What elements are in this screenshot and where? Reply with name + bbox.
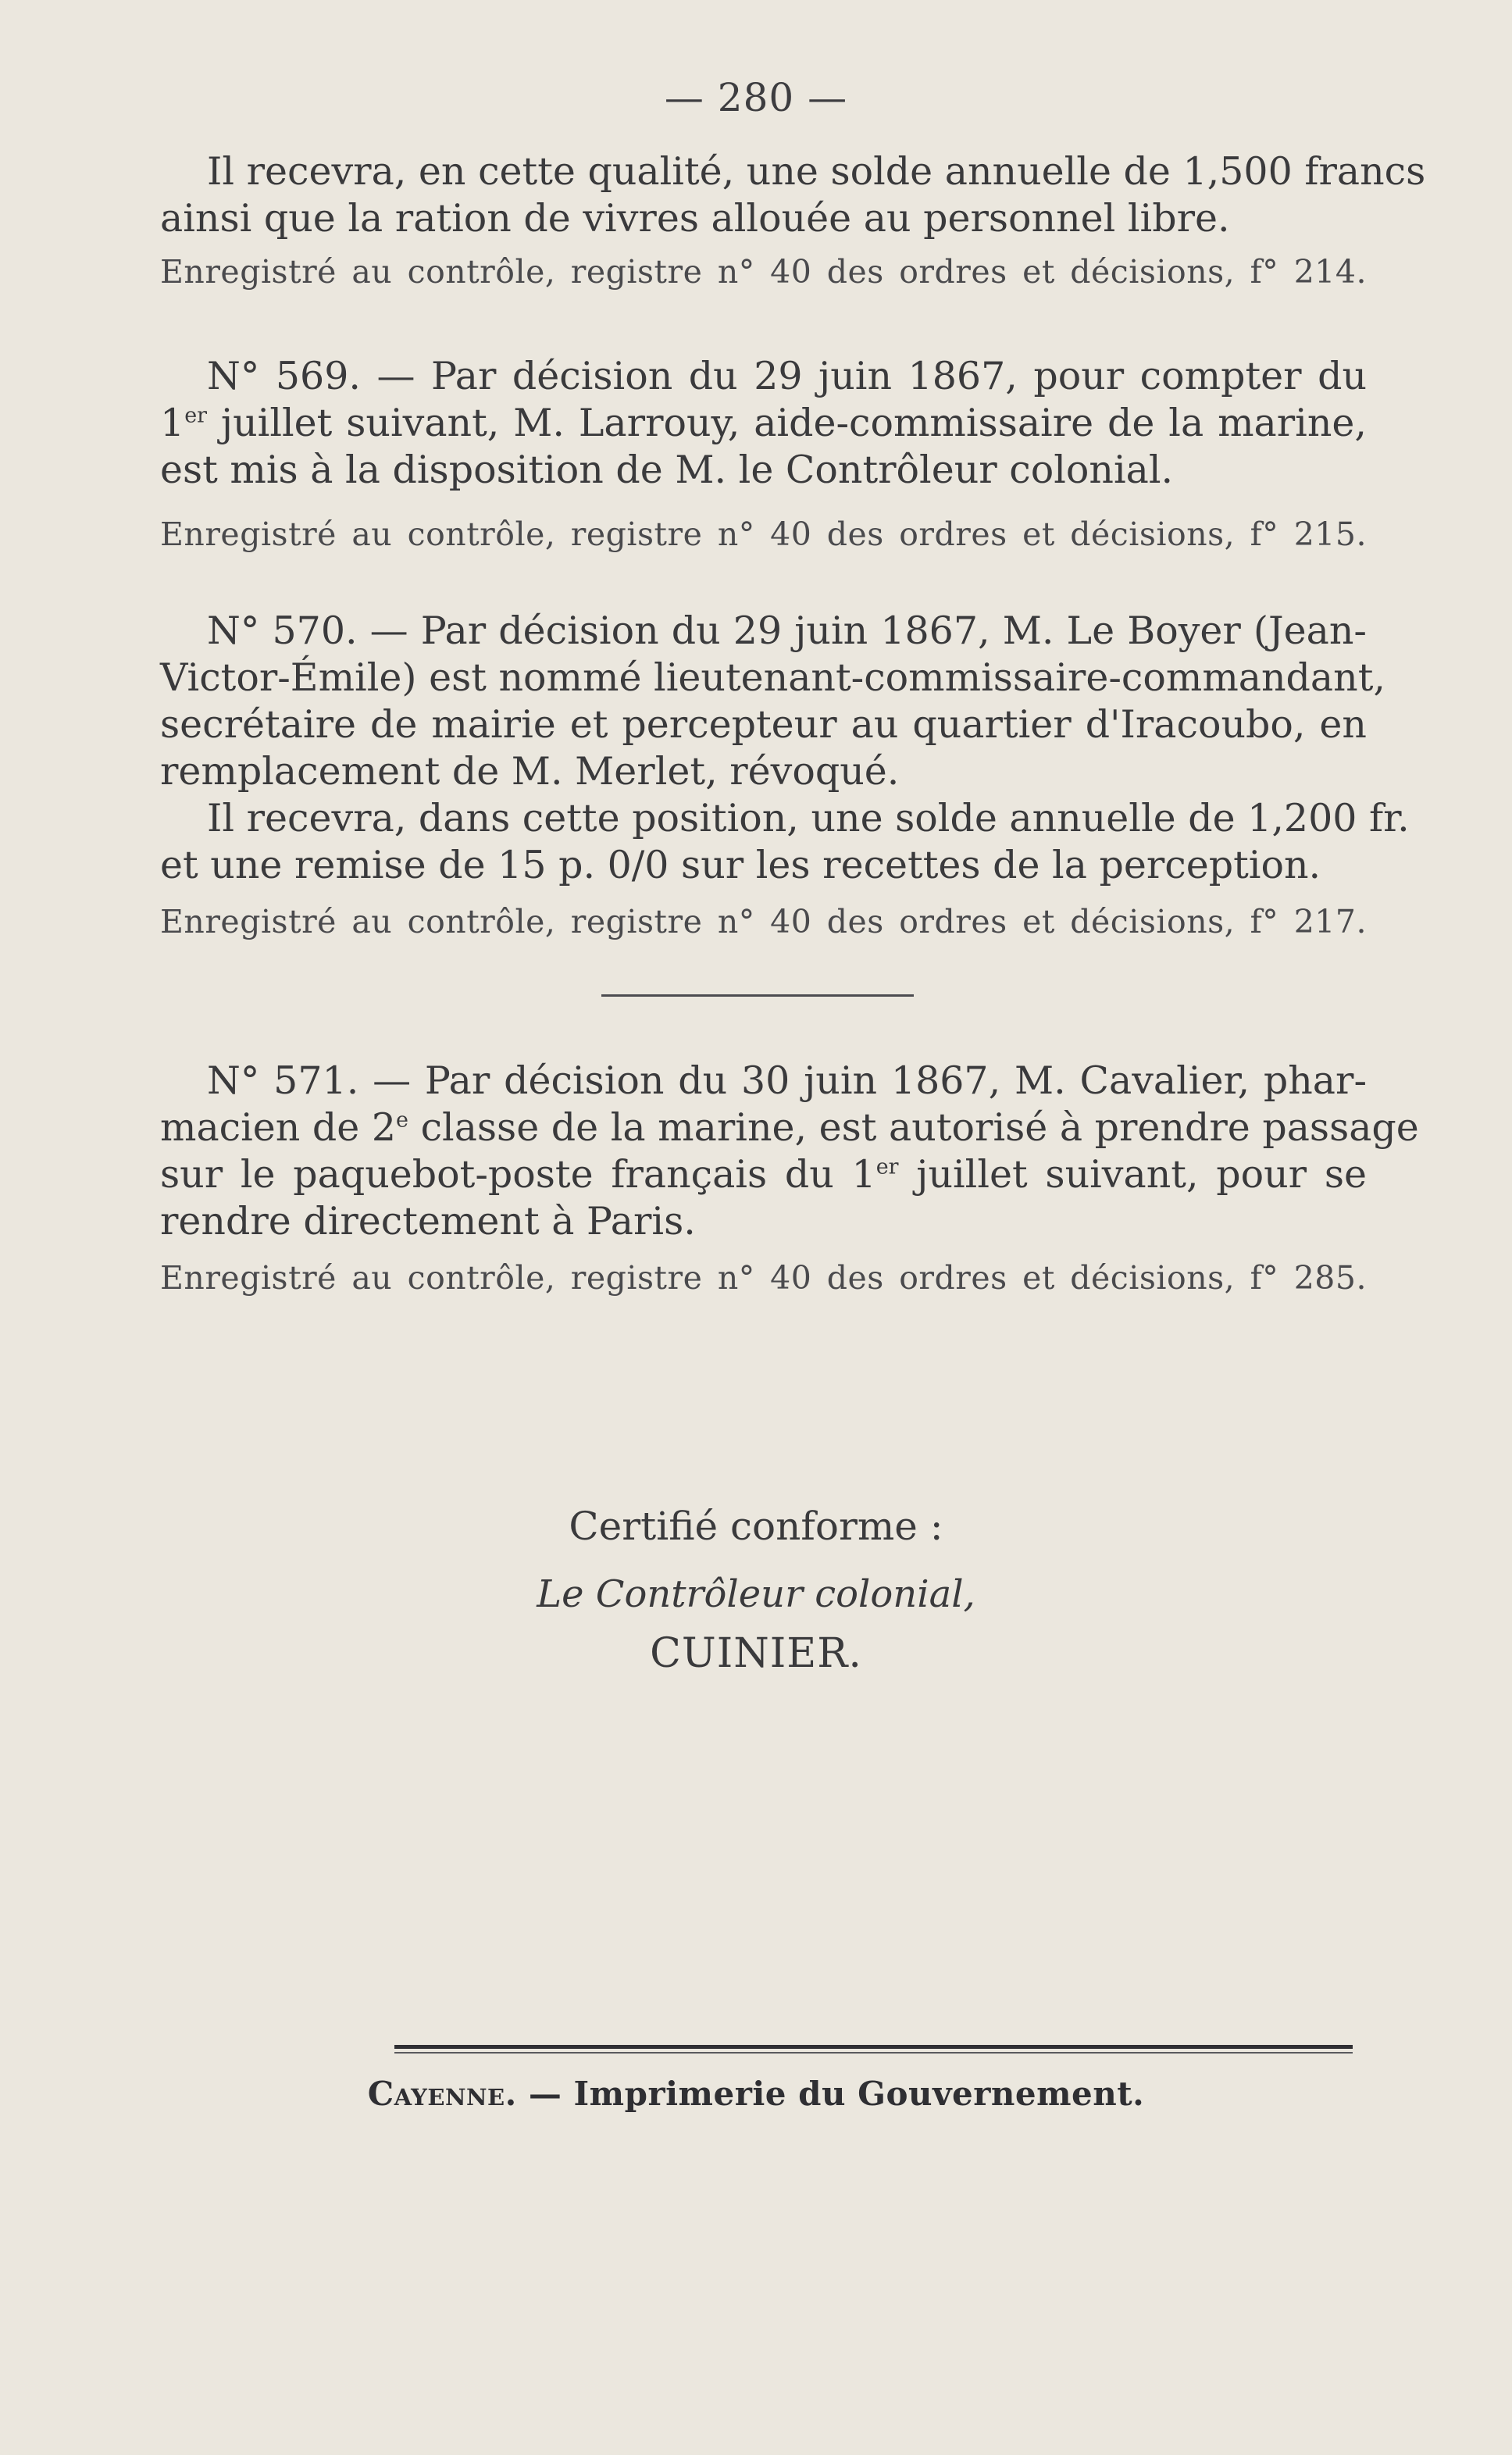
text-fragment: macien de 2	[160, 1105, 397, 1150]
text-line	[160, 1104, 1419, 1151]
text-line: Il recevra, en cette qualité, une solde annuelle de 1,500 francs	[207, 149, 1426, 194]
text-line: secrétaire de mairie et percepteur au quartier d'Iracoubo, en	[160, 702, 1367, 747]
text-fragment: juillet suivant, M. Larrouy, aide-commissaire de la marine,	[207, 401, 1367, 445]
text-fragment: juillet suivant, pour se	[898, 1152, 1367, 1197]
footer-rule	[394, 2045, 1353, 2049]
text-line: ainsi que la ration de vivres allouée au personnel libre.	[160, 196, 1230, 241]
imprint-printer: — Imprimerie du Gouvernement.	[516, 2075, 1145, 2113]
text-line: Il recevra, dans cette position, une solde annuelle de 1,200 fr.	[207, 796, 1410, 840]
footer-rule-thin	[394, 2052, 1353, 2054]
text-line: rendre directement à Paris.	[160, 1199, 696, 1244]
text-line	[160, 400, 1367, 447]
registration-note: Enregistré au contrôle, registre n° 40 des ordres et décisions, f° 285.	[160, 1259, 1367, 1297]
decision-571	[160, 1058, 1419, 1301]
registration-note: Enregistré au contrôle, registre n° 40 des ordres et décisions, f° 217.	[160, 903, 1367, 940]
superscript: er	[184, 403, 208, 428]
text-fragment: classe de la marine, est autorisé à prendre passage	[408, 1105, 1419, 1150]
registration-note: Enregistré au contrôle, registre n° 40 des ordres et décisions, f° 215.	[160, 516, 1367, 553]
text-line: N° 571. — Par décision du 30 juin 1867, M. Cavalier, phar-	[207, 1058, 1367, 1103]
text-line: N° 569. — Par décision du 29 juin 1867, pour compter du	[207, 354, 1367, 398]
superscript: er	[875, 1154, 899, 1179]
decision-570	[160, 608, 1410, 945]
signatory-name: CUINIER.	[650, 1630, 862, 1677]
text-line: N° 570. — Par décision du 29 juin 1867, M. Le Boyer (Jean-	[207, 608, 1367, 653]
imprint-place: Cayenne.	[367, 2075, 517, 2113]
section-divider	[601, 994, 914, 997]
text-fragment: sur le paquebot-poste français du 1	[160, 1152, 876, 1197]
text-line: et une remise de 15 p. 0/0 sur les recettes de la perception.	[160, 843, 1321, 887]
certification-heading: Certifié conforme :	[569, 1504, 943, 1549]
paragraph-solde-1500	[160, 148, 1426, 295]
signatory-title: Le Contrôleur colonial,	[537, 1572, 975, 1616]
text-line: Victor-Émile) est nommé lieutenant-commissaire-commandant,	[160, 655, 1385, 700]
page-number: — 280 —	[664, 75, 848, 120]
text-line	[160, 1151, 1367, 1198]
registration-note: Enregistré au contrôle, registre n° 40 des ordres et décisions, f° 214.	[160, 253, 1367, 291]
text-line: est mis à la disposition de M. le Contrôleur colonial.	[160, 448, 1174, 492]
text-fragment: 1	[160, 401, 185, 445]
text-line: remplacement de M. Merlet, révoqué.	[160, 749, 900, 794]
decision-569	[160, 353, 1367, 558]
printer-imprint	[0, 2075, 1512, 2113]
superscript: e	[396, 1108, 408, 1133]
